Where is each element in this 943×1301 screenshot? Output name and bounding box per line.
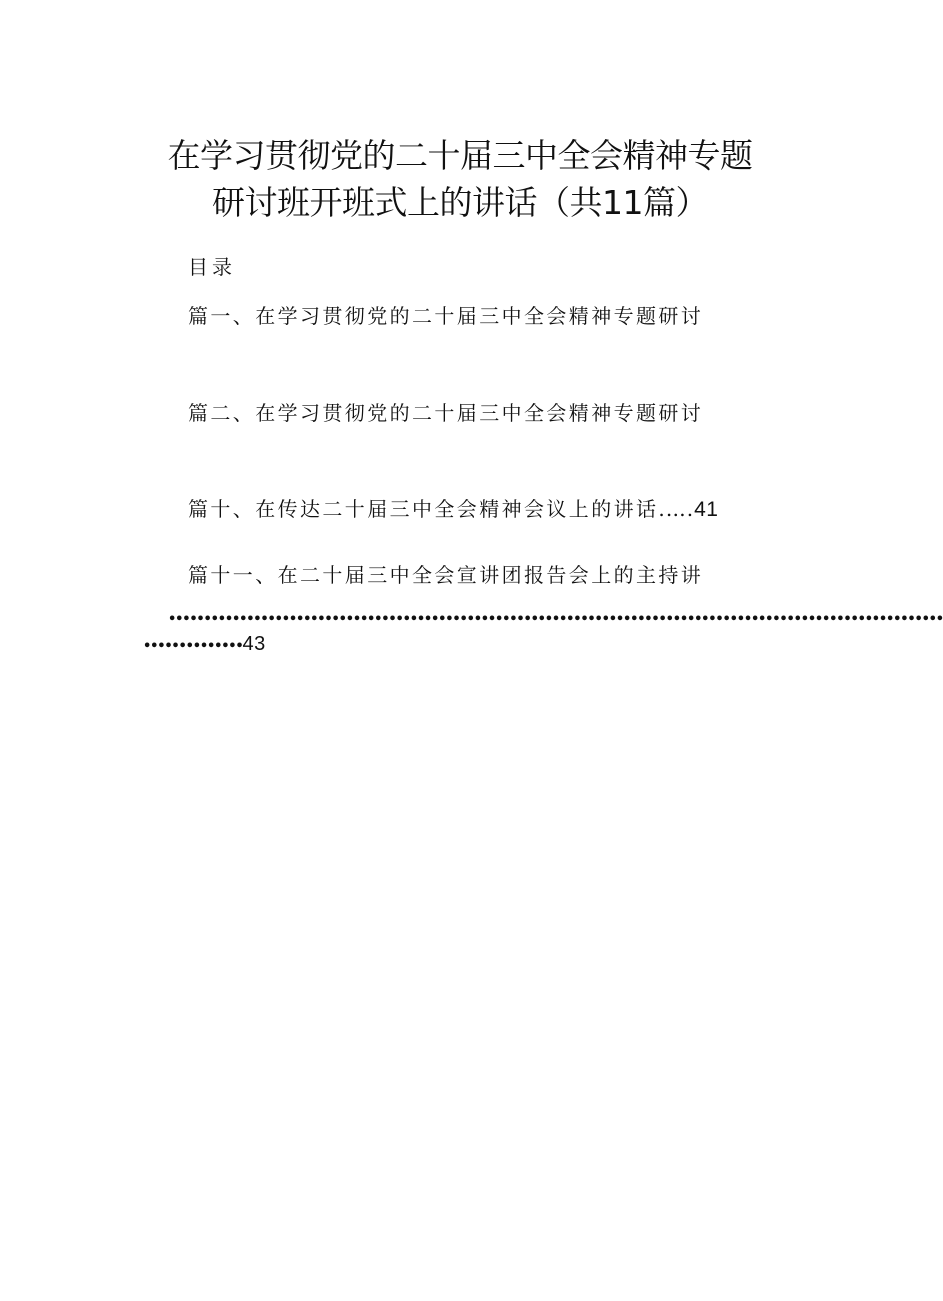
toc-entry-10[interactable] bbox=[188, 499, 718, 520]
toc-leader: .…. bbox=[658, 497, 695, 521]
toc-entry-2[interactable] bbox=[188, 403, 703, 423]
toc-entry-text: 篇十、在传达二十届三中全会精神会议上的讲话 bbox=[188, 497, 659, 521]
toc-entry-text: 篇二、在学习贯彻党的二十届三中全会精神专题研讨 bbox=[188, 401, 704, 425]
document-title-line-1: 在学习贯彻党的二十届三中全会精神专题 bbox=[167, 136, 753, 175]
toc-page-number: 43 bbox=[242, 633, 266, 655]
toc-entry-text: 篇十一、在二十届三中全会宣讲团报告会上的主持讲 bbox=[188, 563, 704, 587]
toc-entry-11[interactable] bbox=[188, 565, 703, 585]
toc-entry-text: 篇一、在学习贯彻党的二十届三中全会精神专题研讨 bbox=[188, 304, 704, 328]
toc-heading: 目录 bbox=[188, 255, 236, 279]
toc-leader-dots-line-1: ••••••••••••••••••••••••••••••••••••••••••••••••••••••••••••••••••••••••••••••••••••••••••••••••••••••••••••• bbox=[168, 612, 943, 627]
document-title-line-2: 研讨班开班式上的讲话（共11篇） bbox=[212, 183, 708, 222]
toc-entry-1[interactable] bbox=[188, 306, 703, 326]
toc-leader-dots: •••••••••••••• bbox=[143, 639, 243, 654]
toc-page-number: 41 bbox=[694, 498, 719, 521]
toc-leader-dots-line-2 bbox=[143, 633, 266, 658]
